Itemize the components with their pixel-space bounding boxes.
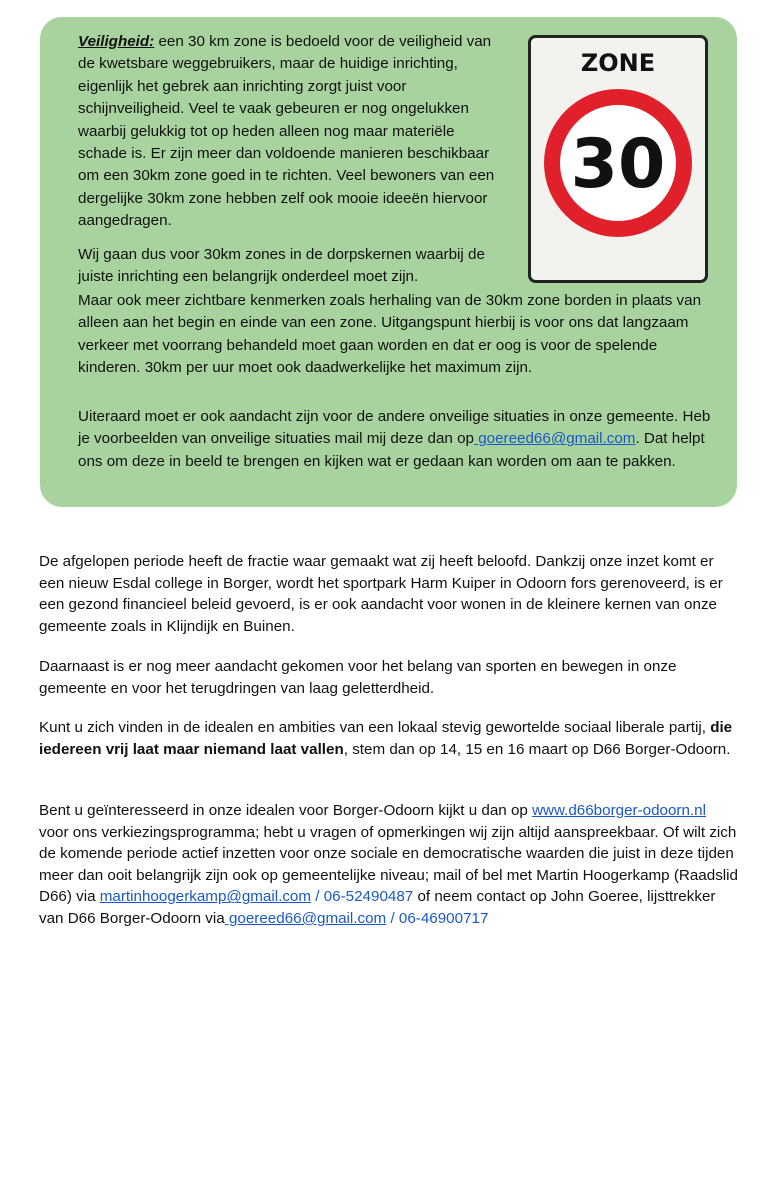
sign-zone-text: ZONE	[580, 49, 656, 77]
contact-text-1: Bent u geïnteresseerd in onze idealen voor Borger-Odoorn kijkt u dan op	[39, 802, 533, 819]
unsafe-situations-paragraph	[78, 406, 718, 473]
contact-text-3: of neem contact op John Goeree, lijsttrekker van D66 Borger-Odoorn via	[39, 888, 716, 927]
email-link-goeree-box[interactable]: goereed66@gmail.com	[473, 430, 636, 448]
website-link[interactable]: www.d66borger-odoorn.nl	[532, 802, 706, 819]
markers-paragraph: Maar ook meer zichtbare kenmerken zoals herhaling van de 30km zone borden in plaats van alleen aan het begin en einde van een zone. Uitgangspunt hierbij is voor ons dat langzaam verkeer met voorrang behandeld moet gaan worden en dat er oog is voor de spelende kinderen. 30km per uur moet ook daadwerkelijke het maximum zijn.	[78, 292, 702, 377]
zone-30-sign	[528, 35, 708, 283]
contact-paragraph	[39, 800, 739, 930]
vote-text-before: Kunt u zich vinden in de idealen en ambities van een lokaal stevig gewortelde sociaal liberale partij,	[39, 719, 711, 736]
sign-speed-text: 30	[570, 125, 666, 204]
unsafe-text-before: Uiteraard moet er ook aandacht zijn voor de andere onveilige situaties in onze gemeente. Heb je voorbeelden van onveilige situaties mail mij deze dan op	[78, 408, 711, 448]
unsafe-text-after: . Dat helpt ons om deze in beeld te brengen en kijken wat er gedaan kan worden om aan te pakken.	[78, 430, 705, 470]
vote-slogan: die iedereen vrij laat maar niemand laat vallen	[39, 719, 733, 758]
separator-2: /	[386, 909, 399, 927]
email-link-goeree[interactable]: goereed66@gmail.com	[224, 909, 387, 927]
vote-text-after: , stem dan op 14, 15 en 16 maart op D66 Borger-Odoorn.	[343, 740, 731, 758]
contact-text-2: voor ons verkiezingsprogramma; hebt u vragen of opmerkingen wij zijn altijd aanspreekbaar. Of wilt zich de komende periode actief inzetten voor onze sociale en democratische waarden die juist in deze tijden meer dan ooit belangrijk zijn ook op gemeentelijke niveau; mail of bel met Martin Hoogerkamp (Raadslid D66) via	[39, 823, 738, 906]
email-link-hoogerkamp[interactable]: martinhoogerkamp@gmail.com	[99, 888, 312, 906]
safety-paragraph	[78, 31, 498, 233]
phone-goeree[interactable]: 06-46900717	[398, 909, 489, 927]
achievements-paragraph: De afgelopen periode heeft de fractie waar gemaakt wat zij heeft beloofd. Dankzij onze inzet komt er een nieuw Esdal college in Borger, wordt het sportpark Harm Kuiper in Odoorn fors gerenoveerd, is er een gezond financieel beleid gevoerd, is er ook aandacht voor wonen in de kleinere kernen van onze gemeente zoals in Klijndijk en Buinen.	[39, 553, 723, 635]
phone-hoogerkamp[interactable]: 06-52490487	[323, 888, 414, 906]
sports-paragraph: Daarnaast is er nog meer aandacht gekomen voor het belang van sporten en bewegen in onze gemeente en voor het terugdringen van laag geletterdheid.	[39, 658, 677, 697]
vote-paragraph	[39, 717, 739, 760]
safety-label: Veiligheid:	[78, 33, 155, 50]
safety-text: een 30 km zone is bedoeld voor de veiligheid van de kwetsbare weggebruikers, maar de huidige inrichting, eigenlijk het gebrek aan inrichting zorgt juist voor schijnveiligheid. Veel te vaak gebeuren er nog ongelukken waarbij gelukkig tot op heden alleen nog maar materiële schade is. Er zijn meer dan voldoende manieren beschikbaar om een 30km zone goed in te richten. Veel bewoners van een dergelijke 30km zone hebben zelf ook mooie ideeën hiervoor aangedragen.	[78, 33, 495, 230]
zones-paragraph: Wij gaan dus voor 30km zones in de dorpskernen waarbij de juiste inrichting een belangrijk onderdeel moet zijn.	[78, 246, 485, 286]
zone-30-sign-icon	[528, 35, 708, 283]
separator-1: /	[311, 888, 324, 906]
highlight-box	[40, 17, 737, 507]
